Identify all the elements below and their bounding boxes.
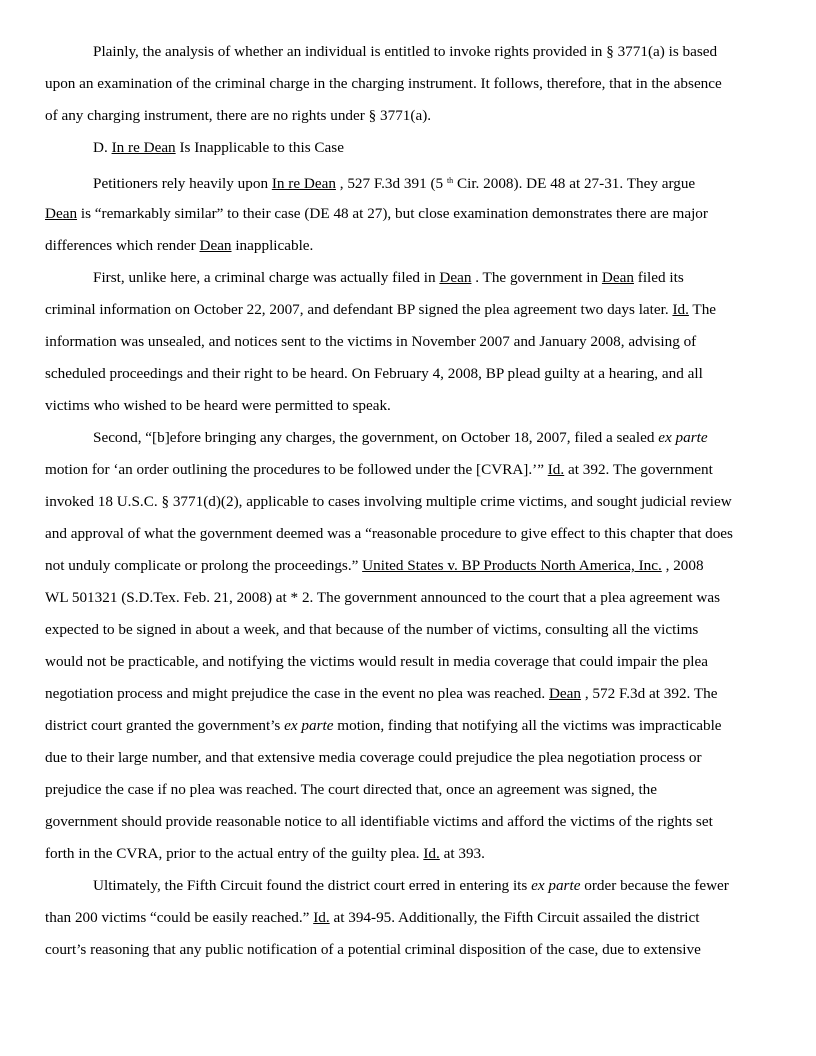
text-line [45,780,657,800]
text-segment: invoked 18 U.S.C. § 3771(d)(2), applicable to cases involving multiple crime victims, and sought judicial review [45,493,732,510]
text-segment: inapplicable. [231,237,314,254]
text-line [45,620,698,640]
case-citation: Dean [601,269,634,286]
italic-term: ex parte [658,429,708,446]
text-segment: Cir. 2008). DE 48 at 27-31. They argue [453,175,696,192]
text-segment: WL 501321 (S.D.Tex. Feb. 21, 2008) at * 2. The government announced to the court that a plea agreement was [45,589,721,606]
text-segment: upon an examination of the criminal charge in the charging instrument. It follows, therefore, that in the absence [45,75,722,92]
text-segment: would not be practicable, and notifying the victims would result in media coverage that could impair the plea [45,653,708,670]
text-segment: , 572 F.3d at 392. The [581,685,718,702]
text-segment: Petitioners rely heavily upon [93,175,272,192]
case-citation: In re Dean [111,139,176,156]
text-segment: Is Inapplicable to this Case [175,139,344,156]
text-segment: First, unlike here, a criminal charge was actually filed in [93,269,440,286]
case-citation: Dean [548,685,582,702]
text-segment: Second, “[b]efore bringing any charges, the government, on October 18, 2007, filed a sealed [93,429,659,446]
ordinal-suffix: th [446,176,454,185]
case-citation: Dean [439,269,472,286]
text-segment: expected to be signed in about a week, and that because of the number of victims, consulting all the victims [45,621,699,638]
text-line [93,428,708,448]
text-line [45,716,722,736]
text-line [45,106,431,126]
text-line [45,300,716,320]
text-line [45,684,717,704]
text-segment: not unduly complicate or prolong the proceedings.” [45,557,363,574]
italic-term: ex parte [284,717,334,734]
text-segment: The [688,301,717,318]
text-segment: scheduled proceedings and their right to be heard. On February 4, 2008, BP plead guilty at a hearing, and all [45,365,703,382]
text-line [45,748,702,768]
text-line [45,74,722,94]
text-segment: motion, finding that notifying all the victims was impracticable [333,717,722,734]
text-segment: motion for ‘an order outlining the procedures to be followed under the [CVRA].’” [45,461,548,478]
text-line [45,844,485,864]
text-segment: information was unsealed, and notices sent to the victims in November 2007 and January 2008, advising of [45,333,697,350]
text-segment: court’s reasoning that any public notification of a potential criminal disposition of the case, due to extensive [45,941,701,958]
text-segment: order because the fewer [580,877,729,894]
text-segment: at 393. [439,845,485,862]
italic-term: ex parte [531,877,581,894]
case-citation: In re Dean [271,175,336,192]
case-citation: Id. [313,909,330,926]
text-segment: due to their large number, and that extensive media coverage could prejudice the plea negotiation process or [45,749,702,766]
case-citation: United States v. BP Products North America, Inc. [362,557,662,574]
case-citation: Dean [45,205,78,222]
text-segment: Plainly, the analysis of whether an individual is entitled to invoke rights provided in § 3771(a) is based [93,43,718,60]
case-citation: Id. [423,845,440,862]
text-segment: , 2008 [661,557,704,574]
text-segment: district court granted the government’s [45,717,285,734]
text-line [45,940,701,960]
text-line [45,332,696,352]
text-segment: at 392. The government [564,461,713,478]
text-line [45,460,713,480]
text-segment: . The government in [471,269,602,286]
text-line [45,492,732,512]
text-line [45,236,313,256]
text-segment: of any charging instrument, there are no rights under § 3771(a). [45,107,432,124]
case-citation: Id. [672,301,689,318]
text-line [45,908,699,928]
text-segment: criminal information on October 22, 2007, and defendant BP signed the plea agreement two days later. [45,301,673,318]
case-citation: Id. [547,461,565,478]
text-line [93,42,717,62]
text-segment: at 394-95. Additionally, the Fifth Circuit assailed the district [329,909,700,926]
text-segment: , 527 F.3d 391 (5 [335,175,447,192]
text-line [93,268,684,288]
text-segment: D. [93,139,112,156]
text-segment: prejudice the case if no plea was reached. The court directed that, once an agreement was signed, the [45,781,658,798]
text-segment: Ultimately, the Fifth Circuit found the district court erred in entering its [93,877,532,894]
case-citation: Dean [199,237,232,254]
text-line [45,524,733,544]
text-line [45,588,720,608]
text-line [45,652,708,672]
text-segment: victims who wished to be heard were permitted to speak. [45,397,391,414]
text-line [45,396,391,416]
section-heading [93,138,344,158]
text-line [93,171,695,194]
text-segment: filed its [633,269,684,286]
text-segment: forth in the CVRA, prior to the actual entry of the guilty plea. [45,845,424,862]
text-segment: and approval of what the government deemed was a “reasonable procedure to give effect to this chapter that does [45,525,733,542]
text-line [45,204,708,224]
text-segment: is “remarkably similar” to their case (DE 48 at 27), but close examination demonstrates there are major [77,205,708,222]
text-line [45,556,704,576]
text-segment: negotiation process and might prejudice the case in the event no plea was reached. [45,685,549,702]
text-segment: than 200 victims “could be easily reached.” [45,909,314,926]
text-line [45,364,703,384]
text-segment: differences which render [45,237,200,254]
text-line [93,876,729,896]
text-segment: government should provide reasonable notice to all identifiable victims and afford the victims of the rights set [45,813,713,830]
text-line [45,812,713,832]
